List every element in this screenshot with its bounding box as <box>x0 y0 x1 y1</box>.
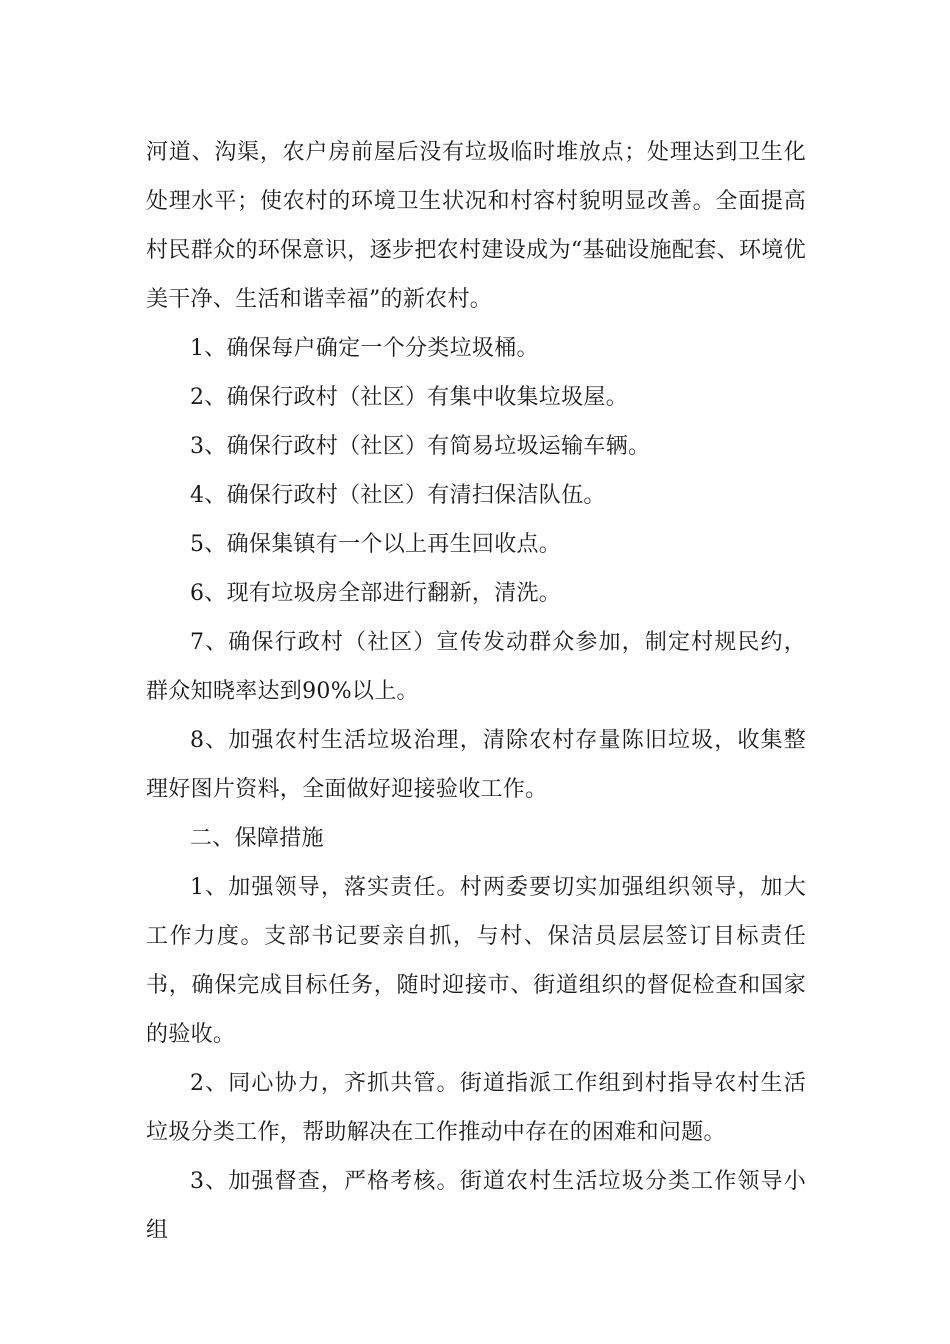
paragraph-item-6: 6、现有垃圾房全部进行翻新，清洗。 <box>190 581 562 606</box>
paragraph-item-7: 7、确保行政村（社区）宣传发动群众参加，制定村规民约，群众知晓率达到90%以上。 <box>146 630 806 704</box>
paragraph-measure-1: 1、加强领导，落实责任。村两委要切实加强组织领导，加大工作力度。支部书记要亲自抓，与村、保洁员层层签订目标责任书，确保完成目标任务，随时迎接市、街道组织的督促检查和国家的验收。 <box>146 875 806 1047</box>
paragraph-item-5: 5、确保集镇有一个以上再生回收点。 <box>190 532 562 557</box>
paragraph-item-8: 8、加强农村生活垃圾治理，清除农村存量陈旧垃圾，收集整理好图片资料，全面做好迎接验收工作。 <box>146 728 806 802</box>
paragraph-measure-3: 3、加强督查，严格考核。街道农村生活垃圾分类工作领导小组 <box>146 1169 806 1243</box>
document-body <box>146 128 806 1255</box>
paragraph-item-2: 2、确保行政村（社区）有集中收集垃圾屋。 <box>190 385 628 410</box>
paragraph-item-3: 3、确保行政村（社区）有简易垃圾运输车辆。 <box>190 434 651 459</box>
paragraph-item-4: 4、确保行政村（社区）有清扫保洁队伍。 <box>190 483 606 508</box>
paragraph-measure-2: 2、同心协力，齐抓共管。街道指派工作组到村指导农村生活垃圾分类工作，帮助解决在工作推动中存在的困难和问题。 <box>146 1071 806 1145</box>
paragraph-continuation: 河道、沟渠，农户房前屋后没有垃圾临时堆放点；处理达到卫生化处理水平；使农村的环境卫生状况和村容村貌明显改善。全面提高村民群众的环保意识，逐步把农村建设成为“基础设施配套、环境优美干净、生活和谐幸福”的新农村。 <box>146 140 806 312</box>
paragraph-item-1: 1、确保每户确定一个分类垃圾桶。 <box>190 336 539 361</box>
section-heading: 二、保障措施 <box>190 826 324 851</box>
